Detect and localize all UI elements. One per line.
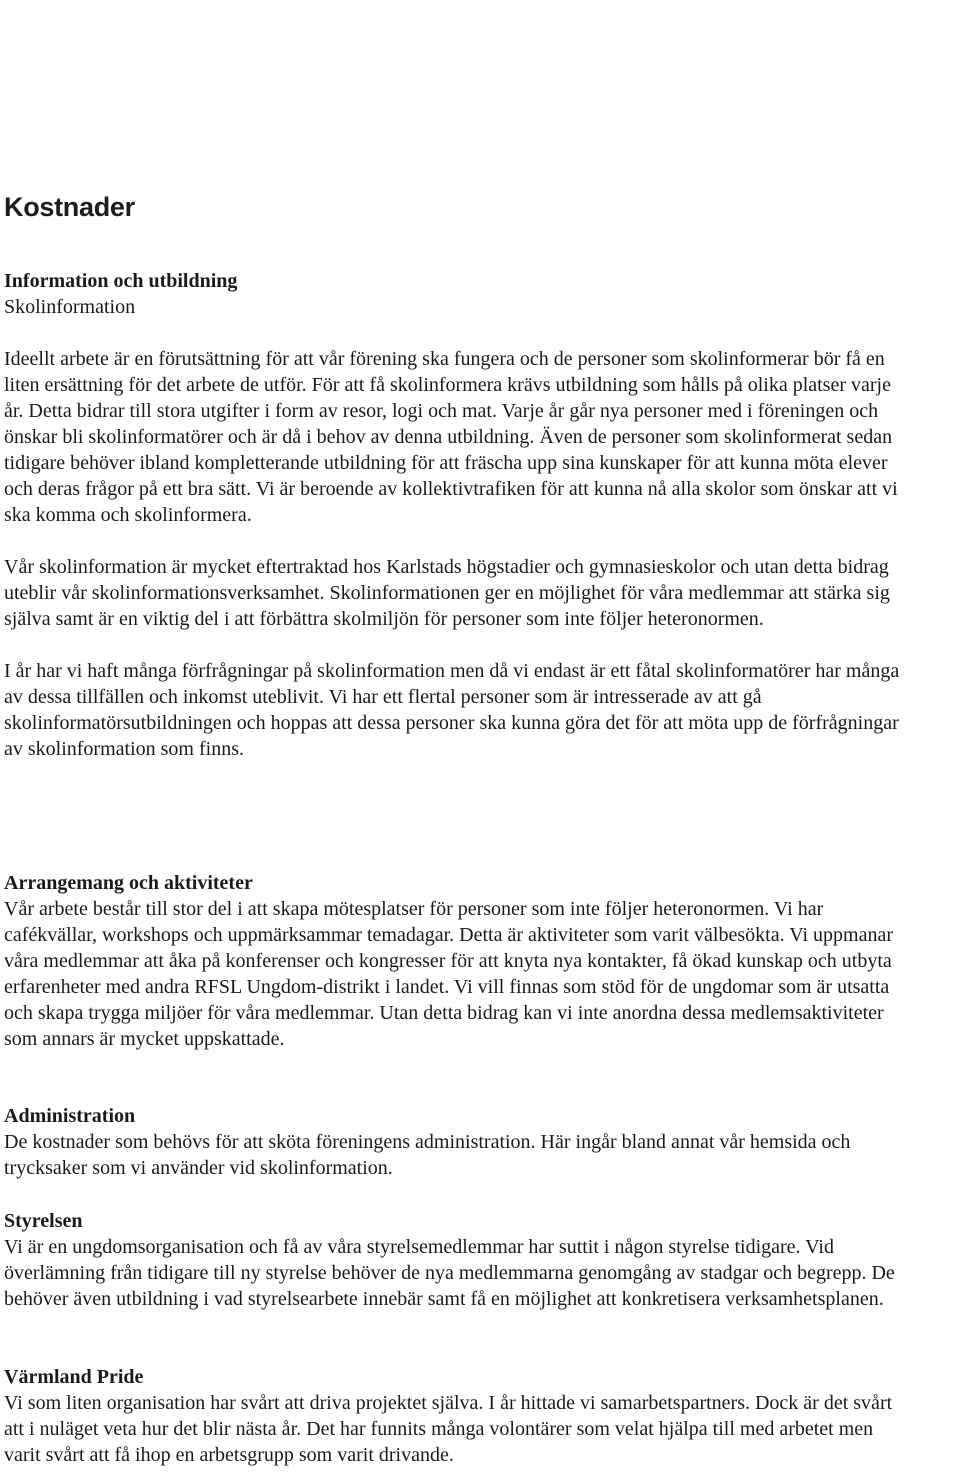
section-heading: Styrelsen [4, 1210, 83, 1232]
paragraph: Ideellt arbete är en förutsättning för att vår förening ska fungera och de personer som skolinformerar bör få en liten ersättning för det arbete de utför. För att få skolinformera krävs utbildning som hålls på olika platser varje år. Detta bidrar till stora utgifter i form av resor, logi och mat. Varje år går nya personer med i föreningen och önskar bli skolinformatörer och är då i behov av denna utbildning. Även de personer som skolinformerat sedan tidigare behöver ibland kompletterande utbildning för att fräscha upp sina kunskaper för att kunna möta elever och deras frågor på ett bra sätt. Vi är beroende av kollektivtrafiken för att kunna nå alla skolor som önskar att vi ska komma och skolinformera. [4, 348, 898, 526]
paragraph: De kostnader som behövs för att sköta föreningens administration. Här ingår bland annat vår hemsida och trycksaker som vi använder vid skolinformation. [4, 1131, 851, 1179]
section-heading: Administration [4, 1105, 136, 1127]
page-title: Kostnader [4, 192, 135, 222]
section-arrangemang-och-aktiviteter [4, 870, 904, 1052]
paragraph: Vi är en ungdomsorganisation och få av våra styrelsemedlemmar har suttit i någon styrelse tidigare. Vid överlämning från tidigare till ny styrelse behöver de nya medlemmarna genomgång av stadgar och begrepp. De behöver även utbildning i vad styrelsearbete innebär samt få en möjlighet att konkretisera verksamhetsplanen. [4, 1236, 895, 1310]
paragraph: Vår skolinformation är mycket eftertraktad hos Karlstads högstadier och gymnasieskolor och utan detta bidrag uteblir vår skolinformationsverksamhet. Skolinformationen ger en möjlighet för våra medlemmar att stärka sig själva samt är en viktig del i att förbättra skolmiljön för personer som inte följer heteronormen. [4, 556, 890, 630]
section-styrelsen [4, 1208, 904, 1312]
section-varmland-pride [4, 1364, 904, 1468]
section-heading: Värmland Pride [4, 1366, 144, 1388]
paragraph: Vi som liten organisation har svårt att driva projektet själva. I år hittade vi samarbetspartners. Dock är det svårt att i nuläget veta hur det blir nästa år. Det har funnits många volontärer som velat hjälpa till med arbetet men varit svårt att få ihop en arbetsgrupp som varit drivande. [4, 1392, 893, 1466]
paragraph: I år har vi haft många förfrågningar på skolinformation men då vi endast är ett fåtal skolinformatörer har många av dessa tillfällen och inkomst uteblivit. Vi har ett flertal personer som är intresserade av att gå skolinformatörsutbildningen och hoppas att dessa personer ska kunna göra det för att möta upp de förfrågningar av skolinformation som finns. [4, 660, 900, 760]
section-information-och-utbildning [4, 268, 904, 762]
section-administration [4, 1103, 904, 1181]
section-heading: Information och utbildning [4, 270, 238, 292]
paragraph: Vår arbete består till stor del i att skapa mötesplatser för personer som inte följer heteronormen. Vi har cafékvällar, workshops och uppmärksammar temadagar. Detta är aktiviteter som varit välbesökta. Vi uppmanar våra medlemmar att åka på konferenser och kongresser för att knyta nya kontakter, få ökad kunskap och utbyta erfarenheter med andra RFSL Ungdom-distrikt i landet. Vi vill finnas som stöd för de ungdomar som är utsatta och skapa trygga miljöer för våra medlemmar. Utan detta bidrag kan vi inte anordna dessa medlemsaktiviteter som annars är mycket uppskattade. [4, 898, 893, 1050]
section-subheading: Skolinformation [4, 296, 136, 318]
section-heading: Arrangemang och aktiviteter [4, 872, 253, 894]
